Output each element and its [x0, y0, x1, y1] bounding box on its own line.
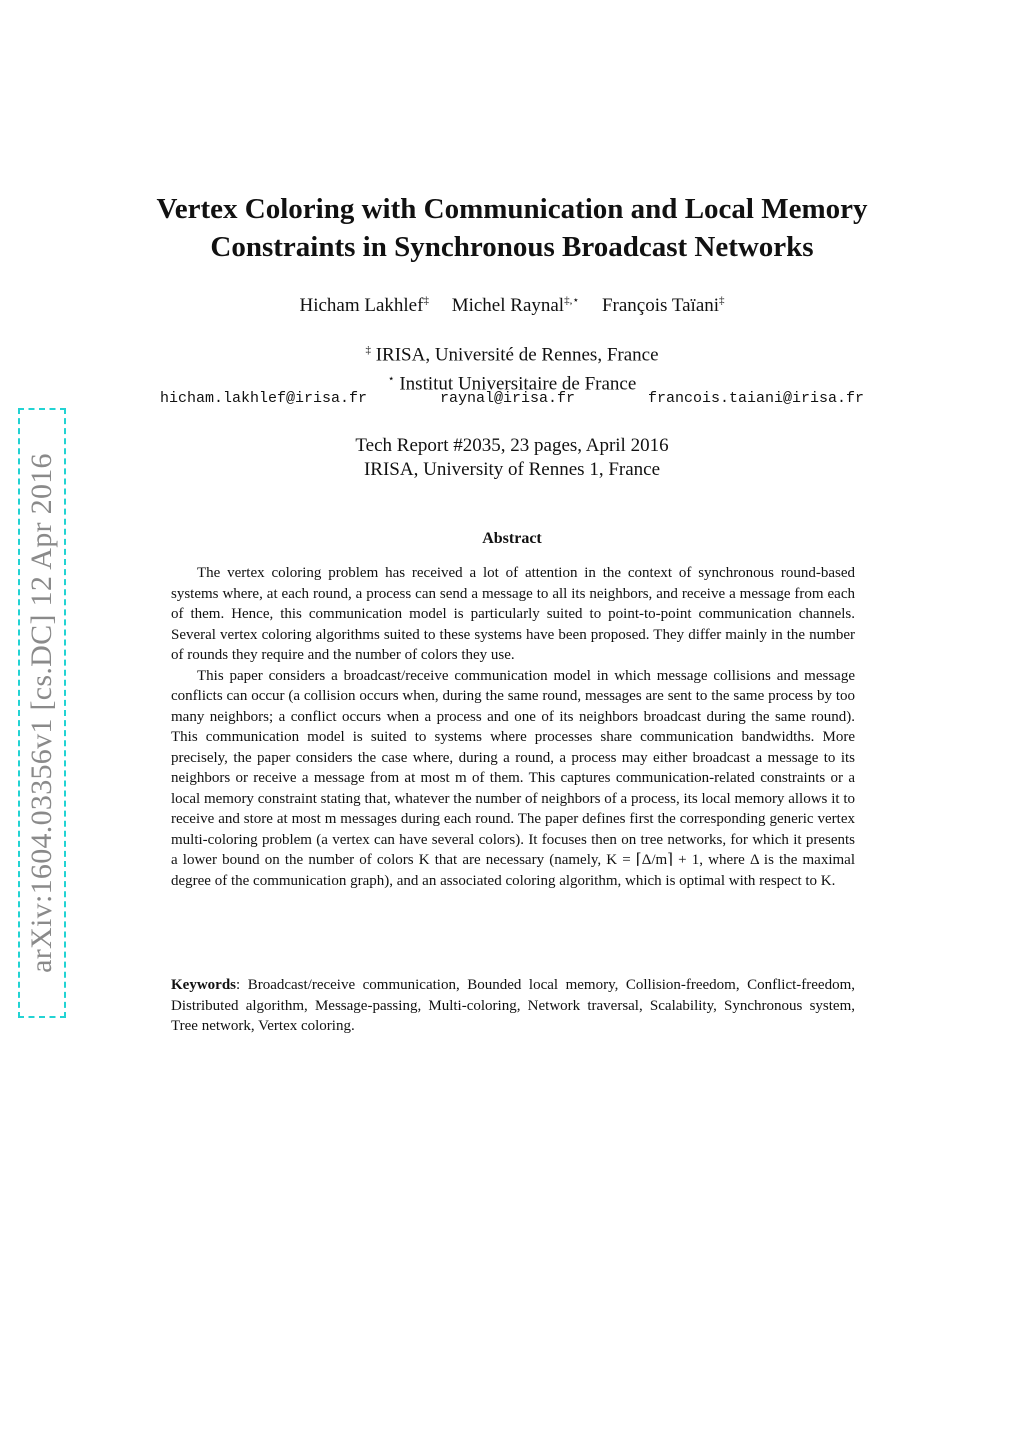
report-line-1: Tech Report #2035, 23 pages, April 2016 — [355, 435, 669, 456]
report-line-2: IRISA, University of Rennes 1, France — [363, 459, 661, 480]
report-info — [112, 434, 912, 482]
title-line-1: Vertex Coloring with Communication and Local Memory — [156, 193, 868, 225]
email: hicham.lakhlef@irisa.fr — [160, 390, 368, 407]
author-list — [112, 289, 912, 318]
email: francois.taiani@irisa.fr — [647, 390, 864, 407]
keywords-text: : Broadcast/receive communication, Bounded local memory, Collision-freedom, Conflict-freedom, Distributed algorithm, Message-passing, Multi-coloring, Network traversal, Scalability, Synchronous system, Tree network, Vertex coloring. — [171, 977, 855, 1034]
abstract-paragraph-1: The vertex coloring problem has received a lot of attention in the context of synchronous round-based systems where, at each round, a process can send a message to all its neighbors, and receive a message from each of them. Hence, this communication model is particularly suited to point-to-point communication channels. Several vertex coloring algorithms suited to these systems have been proposed. They differ mainly in the number of rounds they require and the number of colors they use. — [171, 565, 855, 663]
keywords-label: Keywords — [171, 977, 236, 993]
author: François Taïani‡ — [601, 295, 725, 317]
abstract-paragraph-2: This paper considers a broadcast/receive communication model in which message collisions and message conflicts can occur (a collision occurs when, during the same round, messages are sent to the same process by too many neighbors; a conflict occurs when a process and one of its neighbors broadcast during the same round). This communication model is suited to systems where processes share communication bandwidths. More precisely, the paper considers the case where, during a round, a process may either broadcast a message to its neighbors or receive a message from at most m of them. This captures communication-related constraints or a local memory constraint stating that, whatever the number of neighbors of a process, its local memory allows it to receive and store at most m messages during each round. The paper defines first the corresponding generic vertex multi-coloring problem (a vertex can have several colors). It focuses then on tree networks, for which it presents a lower bound on the number of colors K that are necessary (namely, K = ⌈Δ/m⌉ + 1, where Δ is the maximal degree of the communication graph), and an associated coloring algorithm, which is optimal with respect to K. — [171, 667, 855, 889]
abstract-heading: Abstract — [482, 530, 542, 547]
arxiv-stamp — [18, 408, 66, 1018]
email-list — [112, 390, 912, 407]
title-line-2: Constraints in Synchronous Broadcast Networks — [210, 231, 814, 263]
abstract-body — [171, 563, 855, 891]
email: raynal@irisa.fr — [439, 390, 576, 407]
author: Hicham Lakhlef‡ — [299, 295, 429, 317]
keywords — [171, 975, 855, 1037]
affiliation: ‡ IRISA, Université de Rennes, France — [365, 344, 659, 366]
affiliation: ⋆ Institut Universitaire de France — [387, 373, 637, 395]
arxiv-stamp-text: arXiv:1604.03356v1 [cs.DC] 12 Apr 2016 — [25, 453, 58, 973]
paper-title — [112, 190, 912, 266]
author: Michel Raynal‡,⋆ — [451, 295, 580, 317]
affiliations — [112, 338, 912, 397]
